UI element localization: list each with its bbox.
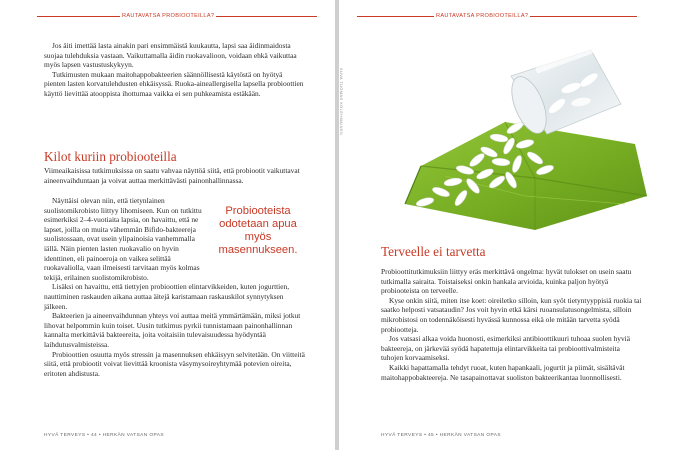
intro-text [44,41,306,99]
body-paragraph: Jos vatsasi alkaa voida huonosti, esimerkiksi antibioottikuuri tuhoaa suolen hyviä bakteereja, on järkevää syödä hapatettuja elintarvikkeita tai probioottivalmisteita tuhojen korvaamiseksi. [381,334,630,363]
body-paragraph: Lisäksi on havaittu, että tiettyjen probioottien elintarvikkeiden, kuten jogurttien, nauttiminen raskauden aikana auttaa äitejä karistamaan raskauskilot synnytyksen jälkeen. [44,282,290,311]
intro-paragraph: Jos äiti imettää lasta ainakin pari ensimmäistä kuukautta, lapsi saa äidinmaidosta suojaa tulehduksia vastaan. Vaikuttamalla äidin ruokavalioon, voidaan ehkä vaikuttaa myös lapsen vastustuskykyyn. [44,41,297,70]
body-paragraph: Näyttäisi olevan niin, että tietynlainen suolistomikrobisto liittyy lihomiseen. Kun on tutkittu esimerkiksi 2–4-vuotiaita lapsia, on havaittu, että ne lapset, joilla on muita vähemmän Bifido-bakteereja suolistossaan, ovat usein ylipainoisia vanhemmalla iällä. Näin pienten lasten ruokavalio on hyvin identtinen, eli painoeroja on vaikea selittää ruokavaliolla, vaan ilmeisesti tarvitaan myös kolmas tekijä, erilainen suolistomikrobisto. [44,196,202,282]
body-paragraph: Viimeaikaisissa tutkimuksissa on saatu vahvaa näyttöä siitä, että probiootit vaikuttavat aineenvaihduntaan ja voivat auttaa merkittävästi painonhallinnassa. [44,166,300,185]
section-heading: Terveelle ei tarvetta [381,244,486,259]
right-page [339,0,674,450]
pills-photo [385,46,653,236]
page-footer: HYVÄ TERVEYS • 44 • HERKÄN VATSAN OPAS [44,433,164,438]
section-label: RAUTAVATSA PROBIOOTEILLA? [436,13,529,19]
body-paragraph: Bakteerien ja aineenvaihdunnan yhteys voi auttaa meitä ymmärtämään, miksi jotkut lihovat helpommin kuin toiset. Uusin tutkimus pyrkii tunnistamaan painonhallinnan kannalta merkittäviä bakteereita, joita voitaisiin tulevaisuudessa hyödyntää laihdutusvalmisteissa. [44,311,301,349]
section-text-top [44,166,306,185]
left-page [0,0,335,450]
green-napkin [405,122,647,230]
body-paragraph: Kaikki hapattamalla tehdyt ruoat, kuten hapankaali, jogurtit ja piimät, sisältävät maitohappobakteereja. Ne tasapainottavat suoliston bakteerikantaa luonnollisesti. [381,362,625,382]
body-paragraph: Probioottien osuutta myös stressin ja masennuksen ehkäisyyn selvitetään. On viitteitä siitä, että probiootit voivat lievittää kroonista väsymysoireyhtymää potevien oireita, eritoten ahdistusta. [44,349,305,378]
page-footer: HYVÄ TERVEYS • 45 • HERKÄN VATSAN OPAS [381,433,501,438]
section-label: RAUTAVATSA PROBIOOTEILLA? [122,13,215,19]
intro-paragraph: Tutkimusten mukaan maitohappobakteerien säännöllisestä käytöstä on hyötyä pienten lasten korvatulehdusten ehkäisyssä. Ruoka-aineallergisella lapsella probioottien käyttö lievittää atooppista ihottumaa vaikka ei sen puhkeamista estäkään. [44,69,304,98]
pull-quote: Probiooteista odotetaan apua myös masennukseen. [218,205,298,256]
right-body-text [381,267,643,382]
section-heading: Kilot kuriin probiooteilla [44,149,177,164]
body-paragraph: Probioottitutkimuksiin liittyy eräs merkittävä ongelma: hyvät tulokset on usein saatu tutkimalla sairaita. Toistaiseksi onkin hankala arvioida, kuinka paljon hyötyä probiooteista on terveelle. [381,267,632,296]
body-paragraph: Kyse onkin siitä, miten itse koet: oireiletko silloin, kun syöt tietyntyyppisiä ruokia tai saatko helposti vatsataudin? Jos voit hyvin etkä kärsi ruoansulatusongelmista, silloin mikrobistosi on todennäköisesti hyvässä kunnossa eikä ole mitään tarvetta syödä probiootteja. [381,295,642,334]
photo-credit: KUVA TUOMAS KOLEHMAINEN [339,68,343,136]
